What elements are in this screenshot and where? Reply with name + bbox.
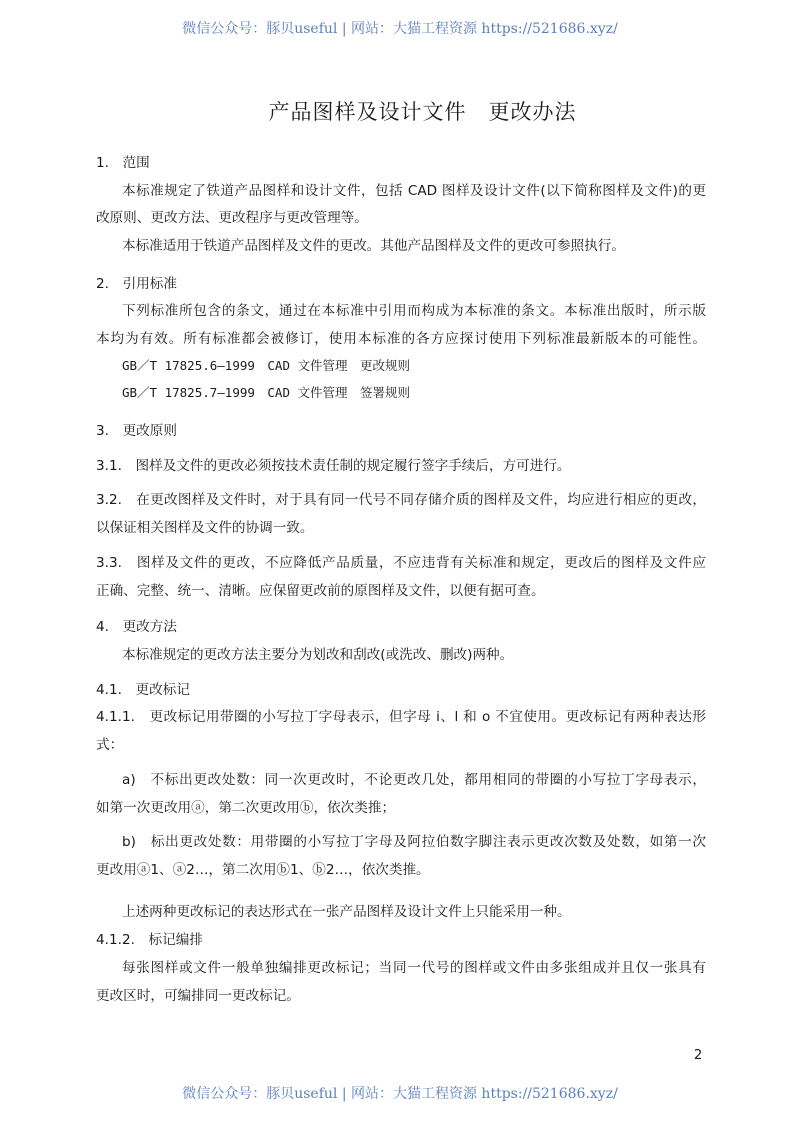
- clause-4-1: 4.1. 更改标记: [96, 682, 190, 698]
- watermark-header: 微信公众号：豚贝useful | 网站：大猫工程资源 https://521686.xyz/: [182, 21, 618, 37]
- page-title: 产品图样及设计文件 更改办法: [268, 100, 577, 124]
- section-heading-4: 4. 更改方法: [96, 619, 177, 635]
- paragraph-line: 更改用ⓐ1、ⓐ2…，第二次用ⓑ1、ⓑ2…，依次类推。: [96, 862, 430, 878]
- paragraph-line: 如第一次更改用ⓐ，第二次更改用ⓑ，依次类推；: [96, 800, 396, 816]
- paragraph-line: 改原则、更改方法、更改程序与更改管理等。: [96, 210, 368, 226]
- clause-3-2: 3.2. 在更改图样及文件时，对于具有同一代号不同存储介质的图样及文件，均应进行相应的更改，: [96, 492, 706, 508]
- paragraph-line: 更改区时，可编排同一更改标记。: [96, 988, 300, 1004]
- paragraph-line: 本标准适用于铁道产品图样及文件的更改。其他产品图样及文件的更改可参照执行。: [122, 238, 625, 254]
- section-heading-3: 3. 更改原则: [96, 423, 177, 439]
- page-number: 2: [694, 1048, 703, 1063]
- reference-standard: GB／T 17825.6—1999 CAD 文件管理 更改规则: [122, 358, 411, 373]
- clause-3-1: 3.1. 图样及文件的更改必须按技术责任制的规定履行签字手续后，方可进行。: [96, 458, 571, 474]
- paragraph-line: 每张图样或文件一般单独编排更改标记；当同一代号的图样或文件由多张组成并且仅一张具有: [122, 960, 706, 976]
- paragraph-line: 正确、完整、统一、清晰。应保留更改前的原图样及文件，以便有据可查。: [96, 583, 545, 599]
- paragraph-line: 下列标准所包含的条文，通过在本标准中引用而构成为本标准的条文。本标准出版时，所示版: [122, 303, 706, 319]
- clause-3-3: 3.3. 图样及文件的更改，不应降低产品质量，不应违背有关标准和规定，更改后的图样及文件应: [96, 555, 706, 571]
- section-heading-2: 2. 引用标准: [96, 276, 177, 292]
- paragraph-line: 本均为有效。所有标准都会被修订，使用本标准的各方应探讨使用下列标准最新版本的可能性。: [96, 331, 706, 347]
- clause-4-1-1: 4.1.1. 更改标记用带圈的小写拉丁字母表示，但字母 i、l 和 o 不宜使用。更改标记有两种表达形: [96, 709, 706, 725]
- section-heading-1: 1. 范围: [96, 155, 150, 171]
- paragraph-line: 本标准规定了铁道产品图样和设计文件，包括 CAD 图样及设计文件(以下简称图样及文件)的更: [122, 183, 706, 199]
- reference-standard: GB／T 17825.7—1999 CAD 文件管理 签署规则: [122, 385, 411, 400]
- watermark-footer: 微信公众号：豚贝useful | 网站：大猫工程资源 https://521686.xyz/: [182, 1086, 618, 1102]
- paragraph-line: 以保证相关图样及文件的协调一致。: [96, 520, 314, 536]
- clause-4-1-2: 4.1.2. 标记编排: [96, 932, 203, 948]
- paragraph-line: 式：: [96, 737, 124, 753]
- paragraph-line: 本标准规定的更改方法主要分为划改和刮改(或洗改、删改)两种。: [122, 647, 514, 663]
- list-item-b: b) 标出更改处数：用带圈的小写拉丁字母及阿拉伯数字脚注表示更改次数及处数，如第一次: [122, 834, 706, 850]
- paragraph-line: 上述两种更改标记的表达形式在一张产品图样及设计文件上只能采用一种。: [122, 904, 571, 920]
- list-item-a: a) 不标出更改处数：同一次更改时，不论更改几处，都用相同的带圈的小写拉丁字母表示，: [122, 772, 706, 788]
